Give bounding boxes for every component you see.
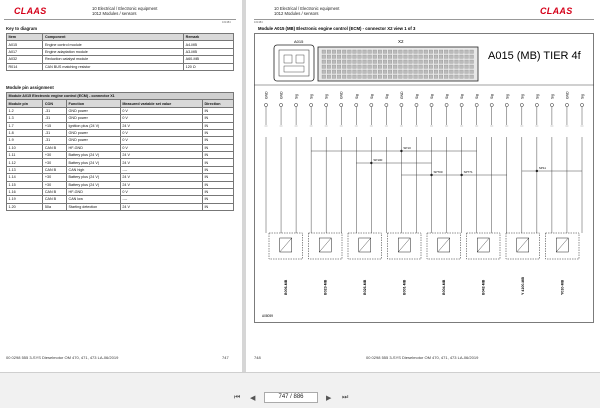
pin-cell: 0 V (120, 115, 202, 122)
terminal-pin (580, 103, 583, 106)
pin-cell: IN (202, 129, 233, 136)
terminal-pin (475, 103, 478, 106)
pin-cell: 1.10 (7, 144, 43, 151)
key-cell: Engine control module (43, 41, 184, 48)
key-cell: A017 (7, 48, 43, 55)
pin-cell: 1.14 (7, 174, 43, 181)
pin-cell: IN (202, 107, 233, 114)
last-page-icon[interactable]: ⏭ (342, 394, 349, 401)
pin-row (7, 137, 234, 144)
header-rule (4, 19, 236, 20)
big-title: A015 (MB) TIER 4f (488, 50, 581, 62)
pin-cell: 1.9 (7, 137, 43, 144)
terminal-pin (264, 103, 267, 106)
component-label: Y 4100-MB (520, 276, 525, 295)
pin-cell: +30 (43, 181, 67, 188)
pin-cell: 1.8 (7, 129, 43, 136)
pin-row (7, 174, 234, 181)
left-page (0, 0, 242, 372)
terminal-pin (505, 103, 508, 106)
pin-cell: GND power (67, 129, 121, 136)
pin-cell: CAN B (43, 196, 67, 203)
component-box (427, 233, 461, 259)
pin-row (7, 152, 234, 159)
key-header-1: Component (43, 34, 184, 41)
pin-cell: 1.3 (7, 115, 43, 122)
pin-row (7, 159, 234, 166)
key-cell: CAN BUS matching resistor (43, 63, 184, 70)
pin-header-0: Module pin (7, 100, 43, 107)
pin-row (7, 107, 234, 114)
pin-cell: -31 (43, 129, 67, 136)
pin-cell: 0 V (120, 107, 202, 114)
terminal-label: Sig (460, 94, 465, 99)
pin-cell: IN (202, 174, 233, 181)
pin-cell: 1.19 (7, 196, 43, 203)
pin-cell: CAN B (43, 188, 67, 195)
pin-cell: 0 V (120, 188, 202, 195)
pin-cell: IN (202, 181, 233, 188)
prev-page-icon[interactable]: ◀ (250, 395, 256, 402)
component-box (309, 233, 343, 259)
pin-header-1: CON (43, 100, 67, 107)
claas-logo: CLAAS (14, 6, 47, 16)
right-header (274, 6, 339, 16)
terminal-label: Sig (550, 94, 555, 99)
wiring-diagram (254, 33, 594, 323)
splice-label: SP100 (373, 158, 383, 162)
key-cell: A015 (7, 41, 43, 48)
drawing-code: A08059 (262, 314, 273, 318)
key-cell: A60-MB (184, 56, 234, 63)
terminal-pin (279, 103, 282, 106)
key-row (7, 56, 234, 63)
key-cell: Engine adaptation module (43, 48, 184, 55)
component-label: B006-MB (283, 279, 288, 295)
terminal-label: Sig (369, 94, 374, 99)
terminal-label: GND (565, 91, 570, 99)
pin-cell: IN (202, 152, 233, 159)
terminal-label: Sig (505, 94, 510, 99)
terminal-label: Sig (309, 94, 314, 99)
pin-row (7, 203, 234, 210)
pin-cell: Battery plus (24 V) (67, 159, 121, 166)
pin-cell: +30 (43, 152, 67, 159)
pin-cell: 0 V (120, 137, 202, 144)
pin-cell: IN (202, 196, 233, 203)
terminal-label: Sig (354, 94, 359, 99)
right-page (246, 0, 600, 372)
component-label: B004-MB (441, 279, 446, 295)
right-footer: 00 0298 555 3-SYS Dieselmotor OM 470, 471, 473 LA-06/2019 (366, 355, 479, 360)
pin-row (7, 115, 234, 122)
pin-cell: Battery plus (24 V) (67, 152, 121, 159)
pin-cell: IN (202, 188, 233, 195)
left-ref-code: 161384 (222, 21, 231, 24)
terminal-pin (430, 103, 433, 106)
pin-cell: +30 (43, 159, 67, 166)
splice-label: SP11 (538, 166, 546, 170)
pin-cell: IN (202, 144, 233, 151)
pin-cell: 1.11 (7, 152, 43, 159)
component-box (388, 233, 422, 259)
pin-cell: 24 V (120, 159, 202, 166)
splice-dot (536, 170, 538, 172)
pin-cell: Battery plus (24 V) (67, 181, 121, 188)
terminal-label: Sig (520, 94, 525, 99)
key-cell: 120 Ω (184, 63, 234, 70)
splice-label: SP10 (403, 146, 411, 150)
terminal-label: GND (264, 91, 269, 99)
pin-cell: GND power (67, 115, 121, 122)
pin-cell: CAN B (43, 166, 67, 173)
terminal-label: Sig (535, 94, 540, 99)
splice-dot (400, 150, 402, 152)
pin-row (7, 122, 234, 129)
pin-cell: CAN high (67, 166, 121, 173)
terminal-label: GND (279, 91, 284, 99)
key-cell: A4-MB (184, 41, 234, 48)
terminal-pin (355, 103, 358, 106)
pin-cell: +30 (43, 174, 67, 181)
terminal-pin (535, 103, 538, 106)
key-row (7, 63, 234, 70)
pin-cell: CAN B (43, 144, 67, 151)
key-cell: A3-MB (184, 48, 234, 55)
pin-cell: Starting detection (67, 203, 121, 210)
pin-cell: 1.15 (7, 181, 43, 188)
pin-row (7, 188, 234, 195)
pin-cell: -31 (43, 115, 67, 122)
pin-cell: 1.12 (7, 159, 43, 166)
key-header-2: Remark (184, 34, 234, 41)
pin-cell: 50a (43, 203, 67, 210)
pin-cell: IN (202, 137, 233, 144)
pin-cell: 0 V (120, 144, 202, 151)
terminal-pin (325, 103, 328, 106)
terminal-label: Sig (414, 94, 419, 99)
pin-row (7, 181, 234, 188)
terminal-label: Sig (430, 94, 435, 99)
connector-label: X2 (398, 39, 404, 44)
pin-cell: IN (202, 122, 233, 129)
right-header-line1: 10 Electrical / Electronic equipment (274, 6, 340, 11)
pin-row (7, 144, 234, 151)
terminal-pin (370, 103, 373, 106)
key-cell: R014 (7, 63, 43, 70)
key-row (7, 41, 234, 48)
pin-cell: Battery plus (24 V) (67, 174, 121, 181)
pin-cell: 1.7 (7, 122, 43, 129)
terminal-pin (415, 103, 418, 106)
component-label: B023-MB (323, 279, 328, 295)
pin-cell: Ignition plus (24 V) (67, 122, 121, 129)
splice-label: SP700 (433, 170, 443, 174)
component-label: Y010-MB (560, 279, 565, 295)
right-page-number: 748 (254, 355, 261, 360)
key-cell: Reduction catalyst module (43, 56, 184, 63)
pin-cell: ---- (120, 196, 202, 203)
key-cell: A032 (7, 56, 43, 63)
terminal-label: Sig (475, 94, 480, 99)
pin-cell: 1.2 (7, 107, 43, 114)
pin-cell: CAN low (67, 196, 121, 203)
pin-cell: 24 V (120, 122, 202, 129)
pin-cell: -31 (43, 137, 67, 144)
terminal-pin (565, 103, 568, 106)
key-row (7, 48, 234, 55)
left-page-number: 747 (222, 355, 229, 360)
splice-dot (370, 162, 372, 164)
pin-header-4: Direction (202, 100, 233, 107)
pin-cell: HF-GND (67, 144, 121, 151)
component-box (546, 233, 580, 259)
key-header-0: Item (7, 34, 43, 41)
right-ref-code: 161384 (254, 21, 263, 24)
key-table (6, 33, 234, 71)
terminal-label: Sig (580, 94, 585, 99)
terminal-label: Sig (384, 94, 389, 99)
component-box (506, 233, 540, 259)
splice-label: SP771 (463, 170, 473, 174)
pin-cell: 24 V (120, 203, 202, 210)
terminal-label: Sig (324, 94, 329, 99)
pin-cell: IN (202, 115, 233, 122)
pin-cell: HF-GND (67, 188, 121, 195)
first-page-icon[interactable]: ⏮ (234, 394, 241, 401)
terminal-pin (400, 103, 403, 106)
left-footer: 00 0298 555 3-SYS Dieselmotor OM 470, 471, 473 LA-06/2019 (6, 355, 119, 360)
pin-row (7, 196, 234, 203)
right-header-rule (254, 19, 594, 20)
terminal-label: GND (339, 91, 344, 99)
splice-dot (460, 174, 462, 176)
terminal-label: Sig (490, 94, 495, 99)
component-label: B026-MB (362, 279, 367, 295)
pin-cell: 1.13 (7, 166, 43, 173)
component-box (348, 233, 382, 259)
pin-cell: GND power (67, 137, 121, 144)
left-header (92, 6, 157, 16)
terminal-label: Sig (445, 94, 450, 99)
component-box (269, 233, 303, 259)
right-header-line2: 1012 Modules / sensors (274, 11, 319, 17)
terminal-pin (460, 103, 463, 106)
pin-cell: IN (202, 166, 233, 173)
pin-header-2: Function (67, 100, 121, 107)
pin-row (7, 166, 234, 173)
module-label: A015 (294, 39, 304, 44)
component-box (467, 233, 501, 259)
claas-logo-right: CLAAS (540, 6, 573, 16)
pin-table (6, 92, 234, 211)
pin-cell: -31 (43, 107, 67, 114)
pin-cell: 0 V (120, 129, 202, 136)
terminal-pin (294, 103, 297, 106)
terminal-label: GND (399, 91, 404, 99)
module-drawing (274, 45, 478, 81)
terminal-pin (490, 103, 493, 106)
pin-table-caption: Module A015 Electronic engine control (ECM) - connector X1 (7, 93, 234, 100)
pin-header-3: Measured variable set value (120, 100, 202, 107)
pin-cell: 1.20 (7, 203, 43, 210)
component-label: B001-MB (402, 279, 407, 295)
terminal-pin (310, 103, 313, 106)
pin-row (7, 129, 234, 136)
next-page-icon[interactable]: ▶ (326, 395, 332, 402)
pin-cell: 24 V (120, 181, 202, 188)
pin-cell: ---- (120, 166, 202, 173)
pin-cell: 24 V (120, 152, 202, 159)
page-number-input[interactable]: 747 / 886 (264, 392, 318, 403)
pin-cell: IN (202, 159, 233, 166)
pin-title: Module pin assignment (6, 85, 54, 90)
viewer-toolbar (0, 372, 600, 408)
terminal-pin (385, 103, 388, 106)
terminal-pin (550, 103, 553, 106)
terminal-pin (340, 103, 343, 106)
pin-cell: +15 (43, 122, 67, 129)
left-header-line2: 1012 Modules / sensors (92, 11, 137, 17)
pin-cell: 1.16 (7, 188, 43, 195)
terminal-pin (445, 103, 448, 106)
pin-cell: GND power (67, 107, 121, 114)
terminal-pin (520, 103, 523, 106)
diagram-title: Module A015 (MB) Electronic engine control (ECM) - connector X2 view 1 of 3 (258, 26, 416, 31)
key-title: Key to diagram (6, 26, 38, 31)
terminal-label: Sig (294, 94, 299, 99)
splice-dot (430, 174, 432, 176)
pin-cell: 24 V (120, 174, 202, 181)
pin-cell: IN (202, 203, 233, 210)
left-header-line1: 10 Electrical / Electronic equipment (92, 6, 158, 11)
component-label: B042-MB (481, 279, 486, 295)
